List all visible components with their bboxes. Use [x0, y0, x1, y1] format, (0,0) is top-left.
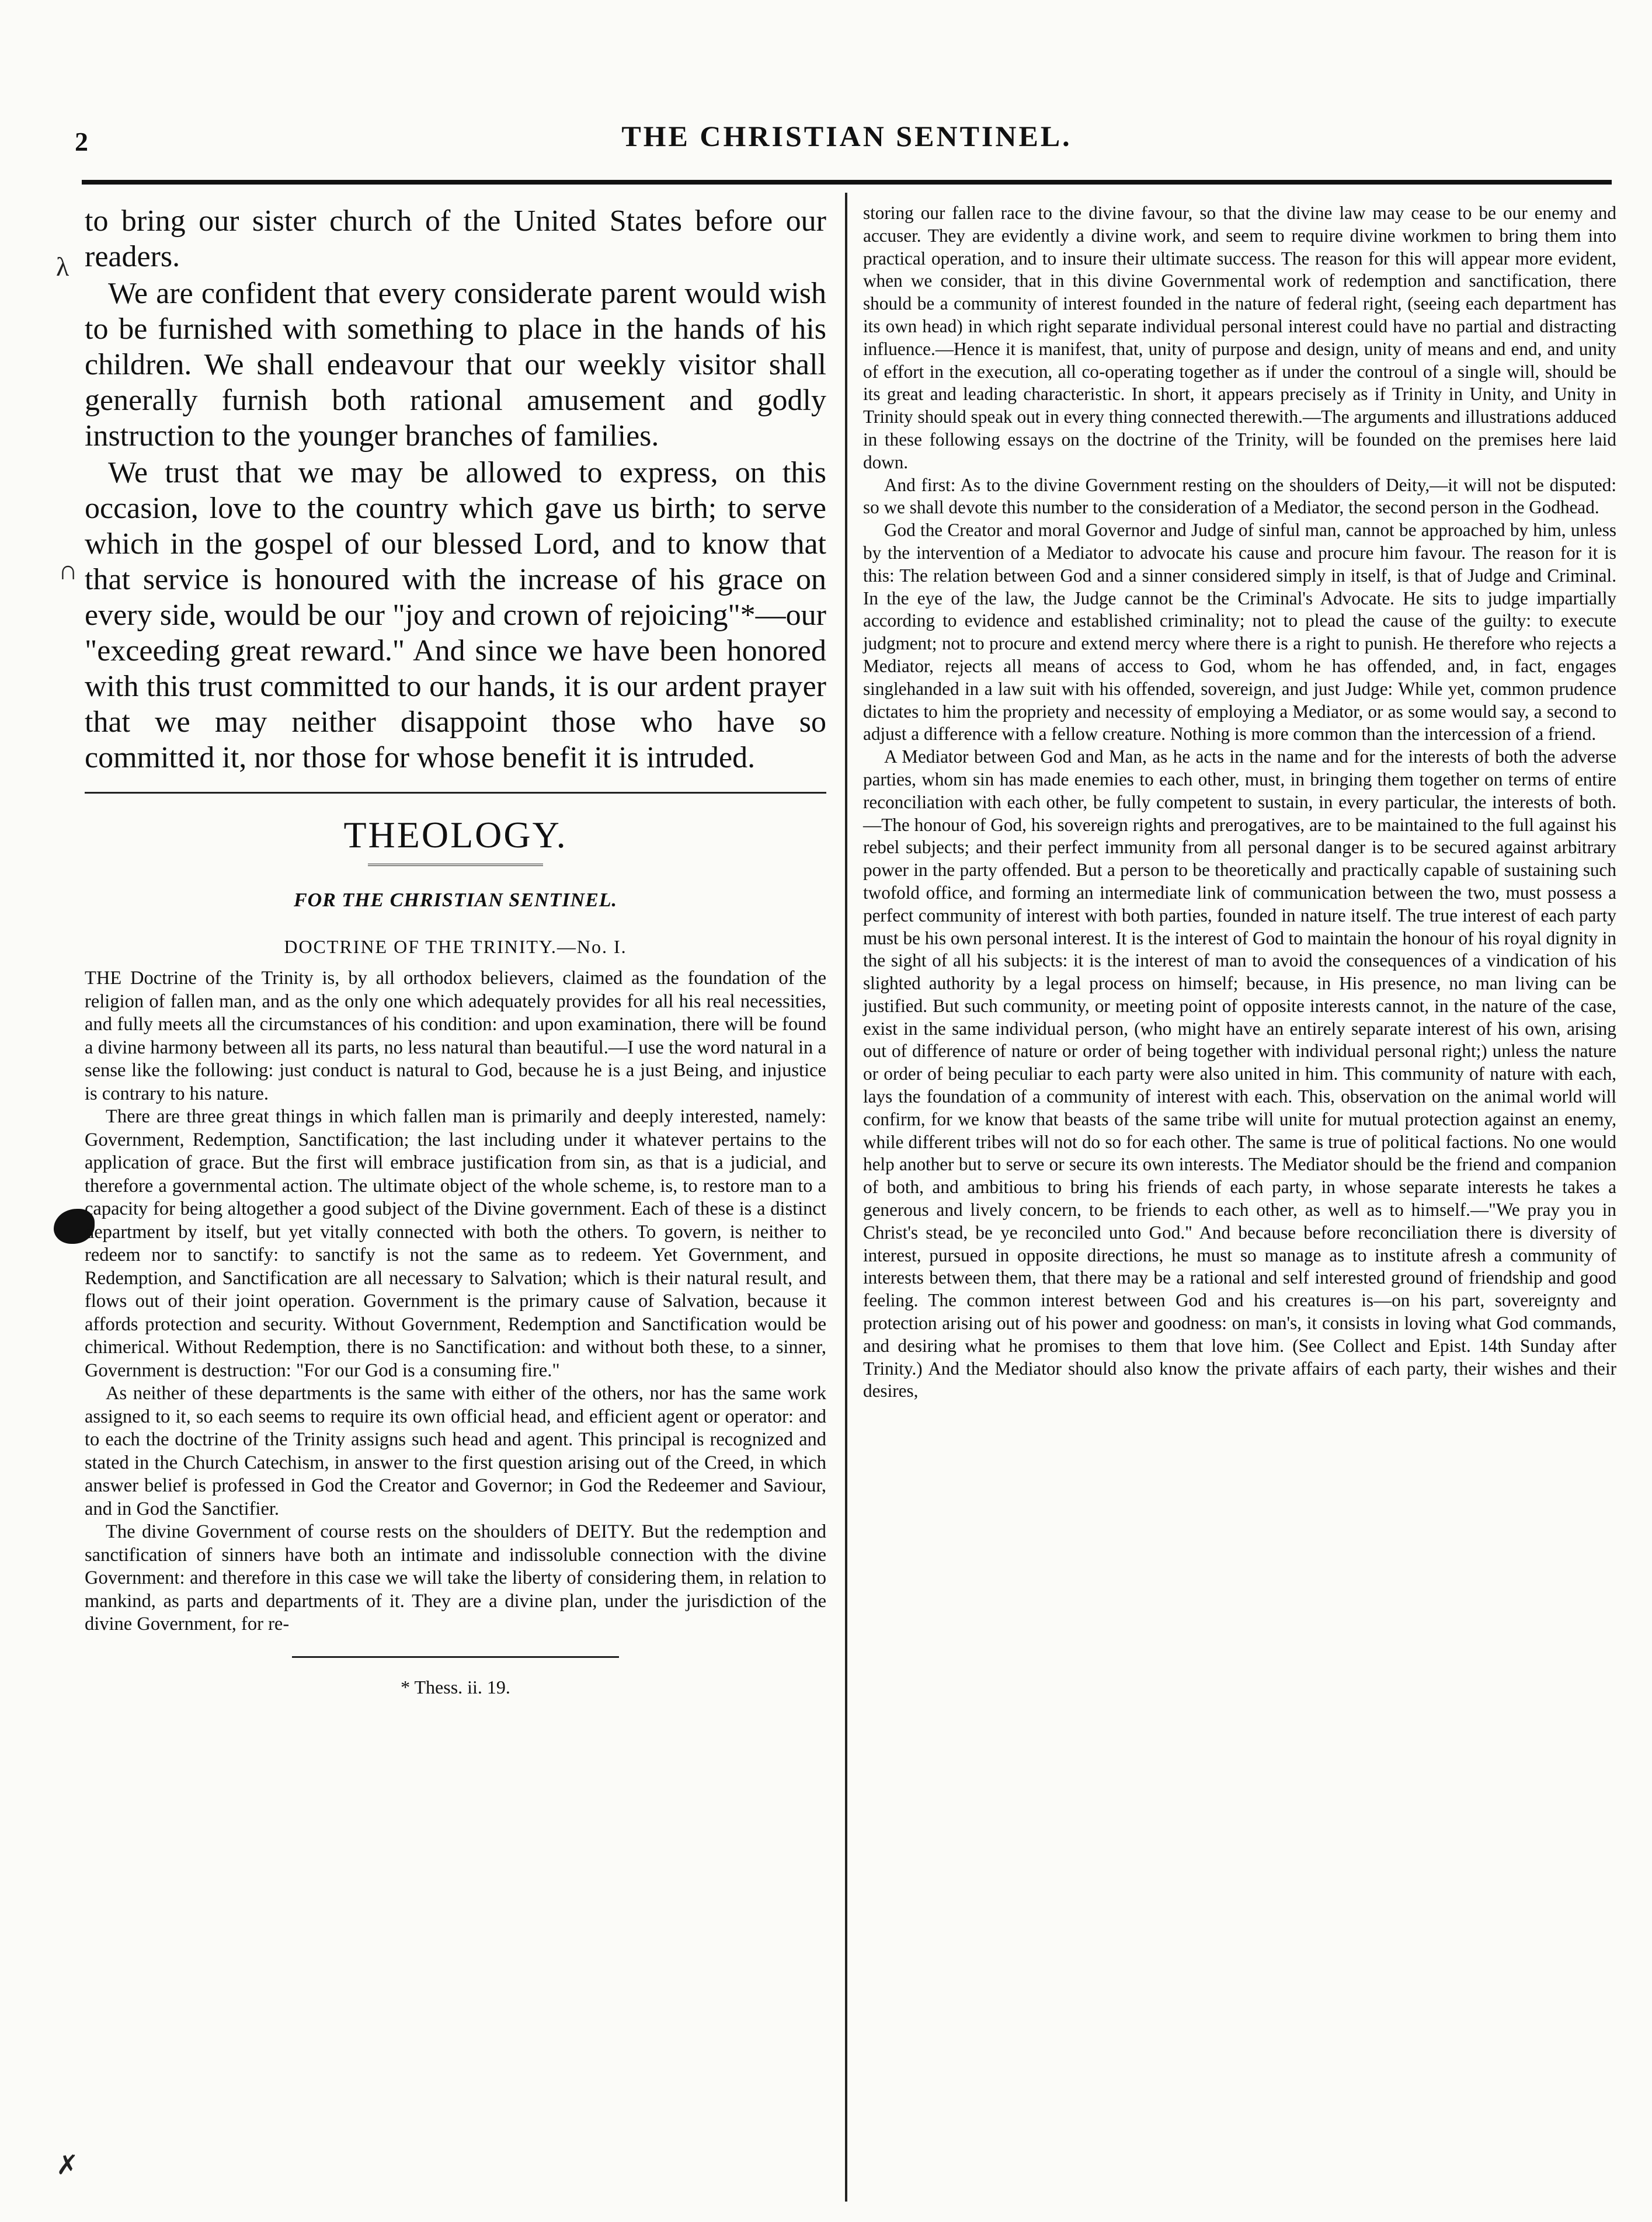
- section-rule: [85, 792, 826, 794]
- byline: FOR THE CHRISTIAN SENTINEL.: [293, 889, 618, 911]
- margin-mark-icon: ✗: [56, 2150, 79, 2180]
- header-rule: [82, 180, 1612, 185]
- article-paragraph: storing our fallen race to the divine favour, so that the divine law may cease to be our enemy and accuser. They are evidently a divine work, and seem to require divine workmen to bring them into practical operation, and to insure their ultimate success. The reason for this will appear more evident, when we consider, that in this divine Governmental work of redemption and sanctification, there should be a community of interest founded in the nature of federal right, (seeing each department has its own head) in which right separate individual personal interest could have no partial and distracting influence.—Hence it is manifest, that, unity of purpose and design, unity of means and end, and unity of effort in the execution, all co-operating together as if under the controul of a single will, should be its great and leading characteristic. In short, it appears precisely as if Trinity in Unity, and Unity in Trinity should speak out in every thing connected therewith.—The arguments and illustrations adduced in these following essays on the doctrine of the Trinity, will be founded on the premises here laid down.: [863, 203, 1616, 472]
- article-paragraph: The divine Government of course rests on the shoulders of DEITY. But the redemption and sanctification of sinners have both an intimate and indissoluble connection with the divine Government: and therefore in this case we will take the liberty of considering them, in relation to mankind, as parts and departments of it. They are a divine plan, under the jurisdiction of the divine Government, for re-: [85, 1521, 826, 1635]
- section-heading: THEOLOGY.: [343, 814, 568, 856]
- footnote-rule: [292, 1656, 619, 1658]
- running-head: THE CHRISTIAN SENTINEL.: [621, 120, 1072, 152]
- article-paragraph: And first: As to the divine Government resting on the shoulders of Deity,—it will not be disputed: so we shall devote this number to the consideration of a Mediator, the second person in the Godhead.: [863, 474, 1616, 518]
- article-title: DOCTRINE OF THE TRINITY.—No. I.: [284, 936, 627, 957]
- page-number: 2: [75, 127, 88, 157]
- article-paragraph: There are three great things in which fallen man is primarily and deeply interested, namely: Government, Redemption, Sanctification; the last including under it whatever pertains to the application of grace. But the first will embrace justification from sin, as that is a judicial, and therefore a governmental action. The ultimate object of the whole scheme, is, to restore man to a capacity for being altogether a good subject of the Divine government. Each of these is a distinct department by itself, but yet vitally connected with both the others. To govern, is neither to redeem nor to sanctify: to sanctify is not the same as to redeem. Yet Government, and Redemption, and Sanctification are all necessary to Salvation; which is their natural result, and flows out of their joint operation. Government is the primary cause of Salvation, because it affords protection and security. Without Government, Redemption and Sanctification would be chimerical. Without Redemption, there is no Sanctification: and without both these, to a sinner, Government is destruction: "For our God is a consuming fire.": [85, 1106, 826, 1381]
- editorial-intro: [85, 203, 826, 776]
- right-column: [863, 202, 1616, 1403]
- article-paragraph: A Mediator between God and Man, as he acts in the name and for the interests of both the adverse parties, whom sin has made enemies to each other, must, in bringing them together on terms of entire reconciliation with each other, be fully competent to sustain, in every particular, the interests of both.—The honour of God, his sovereign rights and prerogatives, are to be maintained to the full against his rebel subjects; and their perfect immunity from all personal danger is to be secured against arbitrary power in the party offended. But a person to be theoretically and practically capable of sustaining such twofold office, and forming an intermediate link of communication between the two, must possess a perfect community of interest with both parties, founded in nature itself. The true interest of each party must be his own personal interest. It is the interest of God to maintain the honour of his royal dignity in the sight of all his subjects: it is the interest of man to avoid the consequences of a vindication of his slighted authority by a legal process on himself; because, in His presence, no man living can be justified. But such community, or meeting point of opposite interests cannot, in the nature of the case, exist in the same individual person, (who might have an entirely separate interest of his own, arising out of difference of nature or order of being together with individual personal right;) unless the nature or order of being peculiar to each party were also united in him. This community of nature with each, lays the foundation of a community of interest with each. This, observation on the animal world will confirm, for we know that beasts of the same tribe will unite for mutual protection against an enemy, while different tribes will not do so for each other. The same is true of political factions. No one would help another but to serve or secure its own interests. The Mediator should be the friend and companion of both, and ambitious to bring his friends of each party, in whose separate interests he takes a generous and lively concern, to be friends to each other, as well as to himself.—"We pray you in Christ's stead, be ye reconciled unto God." And because before reconciliation there is diversity of interest, pursued in opposite directions, he must so manage as to institute afresh a community of interests between them, that there may be a rational and self interested ground of friendship and good feeling. The common interest between God and his creatures is—on his part, sovereignty and protection arising out of his power and goodness: on man's, it consists in loving what God commands, and desiring what he promises to them that love him. (See Collect and Epist. 14th Sunday after Trinity.) And the Mediator should also know the private affairs of each party, their wishes and their desires,: [863, 746, 1616, 1402]
- heading-underline: [368, 864, 543, 866]
- margin-mark-icon: ∩: [58, 555, 78, 585]
- intro-paragraph: We trust that we may be allowed to express, on this occasion, love to the country which gave us birth; to serve which in the gospel of our blessed Lord, and to know that that service is honoured with the increase of his grace on every side, would be our "joy and crown of rejoicing"*—our "exceeding great reward." And since we have been honored with this trust committed to our hands, it is our ardent prayer that we may neither disappoint those who have so committed it, nor those for whose benefit it is intruded.: [85, 456, 826, 774]
- article-body-continued: [863, 202, 1616, 1403]
- column-divider: [845, 193, 847, 2202]
- article-paragraph: As neither of these departments is the same with either of the others, nor has the same work assigned to it, so each seems to require its own official head, and efficient agent or operator: and to each the doctrine of the Trinity assigns such head and agent. This principal is recognized and stated in the Church Catechism, in answer to the first question arising out of the Creed, in which answer belief is professed in God the Creator and Governor; in God the Redeemer and Saviour, and in God the Sanctifier.: [85, 1383, 826, 1519]
- article-paragraph: THE Doctrine of the Trinity is, by all orthodox believers, claimed as the foundation of the religion of fallen man, and as the only one which adequately provides for all his real necessities, and fully meets all the circumstances of his condition: and upon examination, there will be found a divine harmony between all its parts, no less natural than beautiful.—I use the word natural in a sense like the following: just conduct is natural to God, because he is a just Being, and injustice is contrary to his nature.: [85, 968, 826, 1104]
- article-paragraph: God the Creator and moral Governor and Judge of sinful man, cannot be approached by him, unless by the intervention of a Mediator to advocate his cause and procure him favour. The reason for it is this: The relation between God and a sinner considered simply in itself, is that of Judge and Criminal. In the eye of the law, the Judge cannot be the Criminal's Advocate. He sits to judge impartially according to evidence and established criminality; not to plead the cause of the guilty: to execute judgment; not to procure and extend mercy where there is a right to punish. He therefore who rejects a Mediator, rejects all means of access to God, whom he has offended, and, in fact, engages singlehanded in a law suit with his offended, sovereign, and just Judge: While yet, common prudence dictates to him the propriety and necessity of employing a Mediator, or as some would say, a second to adjust a difference with a fellow creature. Nothing is more common than the intercession of a friend.: [863, 520, 1616, 745]
- left-column: [85, 203, 826, 1698]
- intro-paragraph: to bring our sister church of the United States before our readers.: [85, 204, 826, 273]
- margin-mark-icon: λ: [56, 252, 69, 281]
- article-body: [85, 967, 826, 1636]
- intro-paragraph: We are confident that every considerate parent would wish to be furnished with something to place in the hands of his children. We shall endeavour that our weekly visitor shall generally furnish both rational amusement and godly instruction to the younger branches of families.: [85, 277, 826, 453]
- footnote: * Thess. ii. 19.: [401, 1676, 510, 1698]
